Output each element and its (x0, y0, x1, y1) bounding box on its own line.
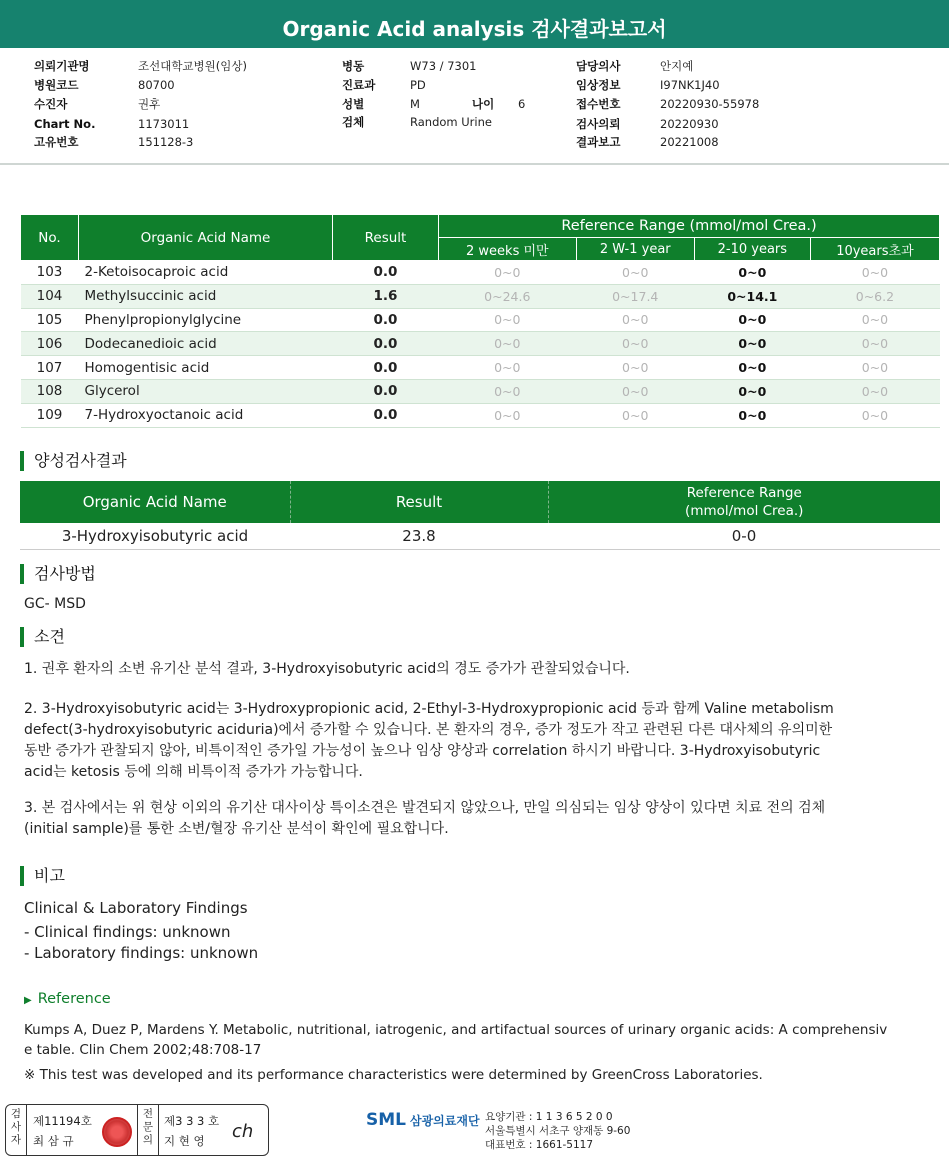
cell-ref: 0~0 (694, 332, 810, 356)
reviewer-name: 지 현 영 (164, 1134, 205, 1148)
cell-ref: 0~0 (576, 332, 694, 356)
cell-name: 3-Hydroxyisobutyric acid (20, 523, 290, 549)
tester-no: 제11194호 (33, 1114, 92, 1128)
patient-info-block (34, 57, 934, 157)
info-value: Random Urine (410, 115, 492, 129)
section-title-method: 검사방법 (20, 564, 96, 584)
cell-ref: 0~0 (810, 379, 939, 403)
info-value: 6 (518, 97, 526, 111)
info-value: 안지예 (660, 59, 694, 73)
cell-name: Dodecanedioic acid (79, 332, 333, 356)
sml-logo (366, 1110, 480, 1130)
col-header-ref-age: 2-10 years (694, 238, 810, 261)
report-title: Organic Acid analysis 검사결과보고서 (282, 17, 667, 41)
info-value: 20220930 (660, 117, 719, 131)
cell-result: 0.0 (333, 332, 439, 356)
contact-info (485, 1110, 630, 1152)
info-label: 병동 (342, 59, 365, 73)
remarks-clinical: - Clinical findings: unknown (24, 923, 231, 941)
finding-line: 2. 3-Hydroxyisobutyric acid는 3-Hydroxypropionic acid, 2-Ethyl-3-Hydroxypropionic acid 등과 함께 Valine metabolism (24, 701, 834, 717)
info-value: PD (410, 78, 426, 92)
info-value: 151128-3 (138, 135, 194, 149)
cell-ref: 0~0 (810, 261, 939, 285)
organic-acid-table (20, 214, 940, 428)
info-value: 20221008 (660, 135, 719, 149)
reviewer-no: 제3 3 3 호 (164, 1114, 220, 1128)
reference-citation (24, 1020, 924, 1060)
section-title-remarks: 비고 (20, 866, 65, 886)
col-header-ref-age: 2 weeks 미만 (439, 238, 577, 261)
citation-line: Kumps A, Duez P, Mardens Y. Metabolic, nutritional, iatrogenic, and artifactual sources of urinary organic acids: A comprehensiv (24, 1022, 888, 1038)
info-label: 결과보고 (576, 135, 621, 149)
col-header-ref-range (548, 481, 940, 523)
cell-name: 7-Hydroxyoctanoic acid (79, 403, 333, 427)
table-row (20, 523, 940, 549)
cell-ref: 0~0 (439, 356, 577, 380)
footer (0, 1096, 949, 1168)
info-label: 수진자 (34, 97, 68, 111)
info-value: 조선대학교병원(임상) (138, 59, 247, 73)
signature-icon: ch (232, 1121, 254, 1142)
cell-ref: 0~0 (694, 308, 810, 332)
ref-range-line2: (mmol/mol Crea.) (685, 503, 804, 519)
info-label: 병원코드 (34, 78, 79, 92)
section-title-findings: 소견 (20, 627, 65, 647)
divider (158, 1105, 159, 1155)
positive-result-table (20, 481, 940, 550)
remarks-heading: Clinical & Laboratory Findings (24, 899, 248, 917)
seal-stamp-icon (102, 1117, 132, 1147)
cell-no: 104 (21, 284, 79, 308)
col-header-ref-age: 10years초과 (810, 238, 939, 261)
info-label: Chart No. (34, 117, 96, 131)
cell-result: 0.0 (333, 403, 439, 427)
cell-name: Phenylpropionylglycine (79, 308, 333, 332)
finding-line: (initial sample)를 통한 소변/혈장 유기산 분석이 확인에 필요합니다. (24, 821, 449, 837)
cell-ref: 0~0 (439, 308, 577, 332)
report-title-banner (0, 0, 949, 48)
lab-note: ※ This test was developed and its performance characteristics were determined by GreenCross Laboratories. (24, 1067, 763, 1083)
cell-ref: 0~0 (439, 332, 577, 356)
info-label: 나이 (472, 97, 495, 111)
table-row (21, 403, 940, 427)
tester-name: 최 삼 규 (33, 1134, 74, 1148)
cell-ref: 0~0 (810, 332, 939, 356)
cell-name: Glycerol (79, 379, 333, 403)
cell-ref: 0~0 (576, 261, 694, 285)
cell-no: 106 (21, 332, 79, 356)
table-row (21, 284, 940, 308)
cell-result: 23.8 (290, 523, 548, 549)
cell-ref: 0~0 (439, 379, 577, 403)
info-label: 성별 (342, 97, 365, 111)
cell-no: 103 (21, 261, 79, 285)
cell-ref: 0~0 (439, 403, 577, 427)
cell-no: 109 (21, 403, 79, 427)
reviewer-label: 전문의 (142, 1108, 154, 1146)
finding-line: 3. 본 검사에서는 위 현상 이외의 유기산 대사이상 특이소견은 발견되지 않았으나, 만일 의심되는 임상 양상이 있다면 치료 전의 검체 (24, 800, 826, 816)
cell-name: 2-Ketoisocaproic acid (79, 261, 333, 285)
col-header-result: Result (290, 481, 548, 523)
finding-paragraph-1 (24, 659, 924, 680)
cell-ref: 0~0 (439, 261, 577, 285)
finding-line: 1. 권후 환자의 소변 유기산 분석 결과, 3-Hydroxyisobutyric acid의 경도 증가가 관찰되었습니다. (24, 661, 630, 677)
cell-no: 108 (21, 379, 79, 403)
tester-label: 검사자 (10, 1108, 22, 1146)
col-header-no: No. (21, 215, 79, 261)
info-value: I97NK1J40 (660, 78, 720, 92)
reference-title: Reference (37, 991, 111, 1007)
cell-ref: 0~0 (694, 261, 810, 285)
cell-result: 1.6 (333, 284, 439, 308)
cell-ref: 0~14.1 (694, 284, 810, 308)
finding-paragraph-2 (24, 699, 924, 783)
cell-name: Homogentisic acid (79, 356, 333, 380)
cell-ref: 0~0 (694, 356, 810, 380)
section-title-positive: 양성검사결과 (20, 451, 127, 471)
col-header-result: Result (333, 215, 439, 261)
divider (0, 163, 949, 165)
info-value: 1173011 (138, 117, 190, 131)
info-label: 임상정보 (576, 78, 621, 92)
finding-line: defect(3-hydroxyisobutyric aciduria)에서 증가할 수 있습니다. 본 환자의 경우, 증가 정도가 작고 관련된 다른 대사체의 유의미한 (24, 722, 833, 738)
cell-ref: 0~0 (576, 379, 694, 403)
finding-paragraph-3 (24, 798, 924, 840)
divider (26, 1105, 27, 1155)
cell-result: 0.0 (333, 261, 439, 285)
citation-line: e table. Clin Chem 2002;48:708-17 (24, 1042, 262, 1058)
contact-line: 대표번호 : 1661-5117 (485, 1139, 594, 1151)
triangle-right-icon: ▶ (24, 995, 32, 1006)
cell-ref: 0~0 (810, 356, 939, 380)
logo-mark: SML (366, 1110, 406, 1130)
cell-result: 0.0 (333, 379, 439, 403)
cell-ref: 0-0 (548, 523, 940, 549)
info-label: 검체 (342, 115, 365, 129)
table-row (21, 356, 940, 380)
cell-ref: 0~0 (694, 379, 810, 403)
info-label: 담당의사 (576, 59, 621, 73)
col-header-name: Organic Acid Name (20, 481, 290, 523)
finding-line: 동반 증가가 관찰되지 않아, 비특이적인 증가일 가능성이 높으나 임상 양상과 correlation 하시기 바랍니다. 3-Hydroxyisobutyric (24, 743, 821, 759)
contact-line: 요양기관 : 1 1 3 6 5 2 0 0 (485, 1111, 613, 1123)
cell-ref: 0~24.6 (439, 284, 577, 308)
table-row (21, 261, 940, 285)
info-label: 진료과 (342, 78, 376, 92)
divider (137, 1105, 138, 1155)
cell-ref: 0~17.4 (576, 284, 694, 308)
cell-no: 107 (21, 356, 79, 380)
info-value: W73 / 7301 (410, 59, 477, 73)
reference-heading (24, 991, 111, 1007)
info-value: 80700 (138, 78, 175, 92)
table-row (21, 308, 940, 332)
info-label: 접수번호 (576, 97, 621, 111)
cell-result: 0.0 (333, 356, 439, 380)
signature-box (5, 1104, 269, 1156)
info-value: 20220930-55978 (660, 97, 760, 111)
cell-ref: 0~0 (576, 356, 694, 380)
cell-ref: 0~0 (576, 403, 694, 427)
info-value: 권후 (138, 97, 161, 111)
remarks-laboratory: - Laboratory findings: unknown (24, 944, 259, 962)
ref-range-line1: Reference Range (686, 485, 802, 501)
cell-name: Methylsuccinic acid (79, 284, 333, 308)
contact-line: 서울특별시 서초구 양재동 9-60 (485, 1125, 631, 1137)
cell-ref: 0~0 (810, 403, 939, 427)
method-value: GC- MSD (24, 596, 86, 612)
table-row (21, 379, 940, 403)
cell-ref: 0~6.2 (810, 284, 939, 308)
finding-line: acid는 ketosis 등에 의해 비특이적 증가가 가능합니다. (24, 764, 363, 780)
table-row (21, 332, 940, 356)
info-label: 의뢰기관명 (34, 59, 90, 73)
cell-no: 105 (21, 308, 79, 332)
cell-ref: 0~0 (694, 403, 810, 427)
col-header-name: Organic Acid Name (79, 215, 333, 261)
info-label: 고유번호 (34, 135, 79, 149)
col-header-ref-range: Reference Range (mmol/mol Crea.) (439, 215, 940, 238)
info-label: 검사의뢰 (576, 117, 621, 131)
info-value: M (410, 97, 420, 111)
col-header-ref-age: 2 W-1 year (576, 238, 694, 261)
cell-result: 0.0 (333, 308, 439, 332)
org-name: 삼광의료재단 (410, 1114, 480, 1128)
cell-ref: 0~0 (810, 308, 939, 332)
cell-ref: 0~0 (576, 308, 694, 332)
